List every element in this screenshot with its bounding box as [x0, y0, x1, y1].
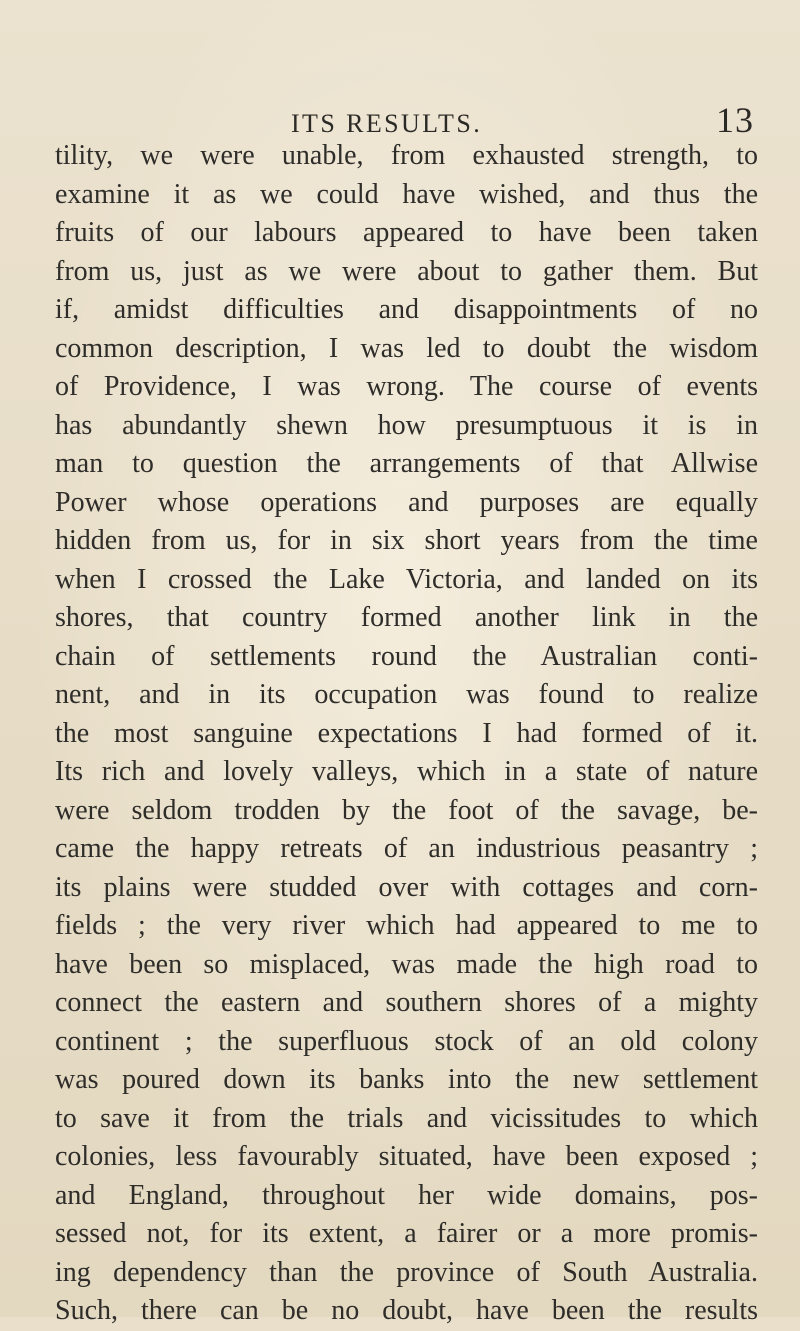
text-line: has abundantly shewn how presumptuous it is in	[55, 409, 758, 441]
text-line: when I crossed the Lake Victoria, and landed on its	[55, 563, 758, 595]
text-line: ing dependency than the province of South Australia.	[55, 1256, 758, 1288]
text-line: colonies, less favourably situated, have been exposed ;	[55, 1141, 758, 1172]
page-number: 13	[716, 100, 754, 140]
text-line: Its rich and lovely valleys, which in a state of nature	[55, 756, 758, 787]
body-text	[55, 137, 758, 1331]
text-line: have been so misplaced, was made the high road to	[55, 948, 758, 980]
text-line: fields ; the very river which had appeared to me to	[55, 910, 758, 941]
text-line: continent ; the superfluous stock of an old colony	[55, 1025, 758, 1057]
text-line: to save it from the trials and vicissitudes to which	[55, 1102, 758, 1134]
text-line: hidden from us, for in six short years from the time	[55, 525, 758, 556]
text-line: Power whose operations and purposes are equally	[55, 486, 758, 518]
text-line: if, amidst difficulties and disappointments of no	[55, 294, 758, 325]
text-line: of Providence, I was wrong. The course of events	[55, 371, 758, 402]
text-line: its plains were studded over with cottages and corn-	[55, 871, 758, 903]
text-line: connect the eastern and southern shores of a mighty	[55, 987, 758, 1018]
text-line: shores, that country formed another link in the	[55, 602, 758, 633]
text-line: came the happy retreats of an industrious peasantry ;	[55, 833, 758, 864]
text-line: and England, throughout her wide domains, pos-	[55, 1179, 758, 1211]
text-line: Such, there can be no doubt, have been the results	[55, 1295, 758, 1326]
text-line: sessed not, for its extent, a fairer or a more promis-	[55, 1218, 758, 1249]
text-line: were seldom trodden by the foot of the savage, be-	[55, 794, 758, 826]
text-line: was poured down its banks into the new settlement	[55, 1064, 758, 1095]
text-line: chain of settlements round the Australian conti-	[55, 640, 758, 672]
text-line: man to question the arrangements of that Allwise	[55, 448, 758, 479]
text-line: examine it as we could have wished, and thus the	[55, 178, 758, 210]
text-line: from us, just as we were about to gather them. But	[55, 255, 758, 287]
text-line: nent, and in its occupation was found to realize	[55, 679, 758, 710]
running-title: ITS RESULTS.	[291, 109, 483, 138]
text-line: tility, we were unable, from exhausted strength, to	[55, 140, 758, 171]
text-line: the most sanguine expectations I had formed of it.	[55, 717, 758, 749]
text-line: common description, I was led to doubt the wisdom	[55, 332, 758, 364]
text-line: fruits of our labours appeared to have been taken	[55, 217, 758, 248]
